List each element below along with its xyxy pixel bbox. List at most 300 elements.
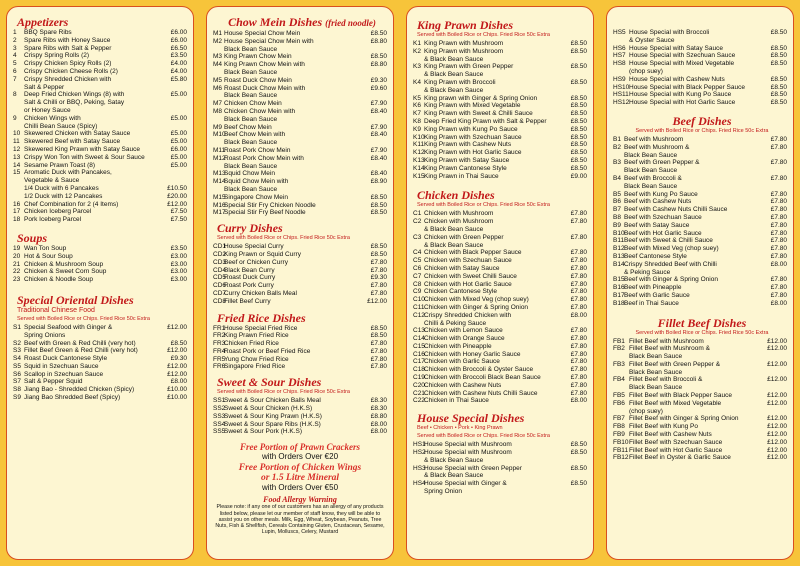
item-number: S9 (13, 394, 21, 402)
item-price: £8.50 (370, 209, 387, 217)
fillet-heading: Fillet Beef Dishes (657, 315, 747, 330)
item-number (413, 242, 424, 250)
item-name: Sweet & Sour Spare Ribs (H.K.S) (224, 420, 321, 428)
item-number: S3 (13, 347, 21, 355)
menu-item-row (413, 288, 587, 296)
menu-item-row (613, 68, 787, 76)
item-price: £9.30 (170, 355, 187, 363)
item-number (613, 68, 629, 76)
item-name: King Prawn in Thai Sauce (424, 172, 499, 180)
item-name: Wan Ton Soup (24, 244, 67, 252)
menu-item-row (413, 249, 587, 257)
house-note: Served with Boiled Rice or Chips. Fried Rice 50c Extra (417, 433, 550, 440)
item-price: £6.50 (170, 44, 187, 52)
item-name: Chicken with Mixed Veg (chop suey) (424, 296, 529, 304)
item-price: £12.00 (767, 415, 787, 423)
item-price: £7.80 (570, 280, 587, 288)
item-number: K7 (413, 110, 421, 118)
promo-wings-condition: with Orders Over €50 (261, 483, 339, 493)
item-name: King Prawn with Mushroom (424, 40, 504, 47)
item-name: & Black Bean Sauce (424, 55, 484, 63)
menu-item-row (613, 183, 787, 191)
menu-item-row (613, 237, 787, 245)
item-name: Black Bean Sauce (224, 92, 278, 100)
menu-item-row (213, 69, 387, 77)
chicken-list (413, 210, 587, 405)
item-name: Chicken with Szechuan Sauce (424, 257, 512, 265)
item-number: B8 (613, 213, 621, 221)
item-name: Roast Duck Cantonese Style (24, 355, 108, 363)
item-name: Beef with Cashew Nuts Chilli Sauce (624, 206, 728, 214)
menu-item-row (413, 87, 587, 95)
chicken-note: Served with Boiled Rice or Chips. Fried Rice 50c Extra (417, 202, 550, 209)
item-price: £8.50 (570, 464, 587, 472)
chowmein-title: Chow Mein Dishes (228, 15, 323, 29)
menu-item-row (13, 201, 187, 209)
item-number: M5 (213, 76, 223, 84)
item-name: Fillet Beef Green & Red Chilli (very hot) (24, 347, 138, 355)
item-name: King Prawn Chow Mein with (224, 61, 305, 69)
item-number: K4 (413, 78, 421, 86)
item-number: 5 (13, 60, 17, 68)
menu-item-row (413, 465, 587, 473)
item-number: C11 (413, 303, 425, 311)
item-name: Black Bean Sauce (629, 368, 683, 376)
item-price: £7.80 (570, 381, 587, 389)
item-number: FB11 (613, 446, 629, 454)
item-number: B16 (613, 284, 625, 292)
item-number: C19 (413, 374, 425, 382)
menu-item-row (613, 159, 787, 167)
item-price (365, 116, 387, 124)
menu-item-row (613, 447, 787, 455)
item-price (165, 107, 187, 115)
item-name: Roast Pork or Beef Fried Rice (224, 347, 311, 355)
panel-1-content (6, 6, 194, 560)
item-price: £12.00 (767, 360, 787, 368)
item-number: 18 (13, 216, 21, 224)
menu-item-row (13, 45, 187, 53)
menu-item-row (13, 37, 187, 45)
item-number: B4 (613, 174, 621, 182)
menu-item-row (13, 123, 187, 131)
item-price: £8.50 (570, 40, 587, 47)
item-name: Crispy Spring Rolls (2) (24, 52, 90, 60)
soups-list (13, 245, 187, 284)
menu-item-row (213, 61, 387, 69)
item-price: £4.00 (170, 60, 187, 68)
item-price: £8.50 (570, 449, 587, 457)
item-number: CD5 (213, 274, 227, 282)
menu-item-row (413, 71, 587, 79)
item-number: K13 (413, 156, 425, 164)
item-number: K12 (413, 149, 425, 157)
item-price (565, 320, 587, 328)
item-number: FB12 (613, 454, 629, 462)
item-name: Singapore Chow Mein (224, 193, 288, 201)
item-price: £8.50 (770, 75, 787, 83)
item-price: £8.50 (770, 44, 787, 52)
item-name: Scallop in Szechuan Sauce (24, 370, 104, 378)
item-number: CD4 (213, 266, 227, 274)
item-price: £7.50 (170, 216, 187, 224)
item-name: & Black Bean Sauce (424, 472, 484, 480)
menu-item-row (13, 107, 187, 115)
menu-item-row (613, 91, 787, 99)
item-name: House Special with Cashew Nuts (629, 75, 725, 83)
item-name: Black Bean Sauce (224, 162, 278, 170)
item-price: £7.80 (770, 291, 787, 299)
item-name: Singapore Fried Rice (224, 363, 286, 371)
item-number: M3 (213, 53, 223, 61)
item-number: M16 (213, 201, 226, 209)
item-name: House Special with Mushroom (424, 449, 512, 457)
item-name: House Special with Ginger & (424, 480, 507, 488)
item-name: King Prawn with Hot Garlic Sauce (424, 149, 522, 157)
item-number: K5 (413, 94, 421, 102)
item-number: SS3 (213, 412, 226, 420)
item-name: Black Bean Sauce (624, 182, 678, 190)
item-name: King Prawn Cantonese Style (424, 164, 507, 172)
item-price: £20.00 (167, 192, 187, 200)
menu-item-row (613, 99, 787, 107)
house-list-continued (613, 29, 787, 107)
chowmein-heading (217, 16, 387, 30)
item-number: 14 (13, 161, 21, 169)
item-number: HS6 (613, 44, 626, 52)
menu-item-row (13, 130, 187, 138)
item-price: £7.80 (570, 327, 587, 335)
menu-item-row (13, 363, 187, 371)
item-number: HS2 (413, 449, 426, 457)
oriental-note: Served with Boiled Rice or Chips. Fried Rice 50c Extra (17, 315, 150, 322)
item-name: & Black Bean Sauce (424, 241, 484, 249)
item-price (565, 71, 587, 79)
item-price: £3.00 (170, 276, 187, 284)
item-number: HS8 (613, 60, 626, 68)
item-price (165, 177, 187, 185)
menu-item-row (213, 290, 387, 298)
item-price: £5.80 (170, 75, 187, 83)
menu-item-row (413, 242, 587, 250)
item-price: £7.80 (770, 135, 787, 143)
item-number: SS1 (213, 397, 226, 405)
item-price (565, 457, 587, 465)
item-price: £7.80 (570, 335, 587, 343)
item-number: C14 (413, 335, 425, 343)
item-price: £12.00 (167, 347, 187, 355)
item-price (765, 167, 787, 175)
menu-item-row (613, 261, 787, 269)
item-number: K11 (413, 141, 425, 149)
item-price: £6.00 (170, 145, 187, 153)
item-name: Black Bean Sauce (224, 139, 278, 147)
item-name: 1/2 Duck with 12 Pancakes (24, 192, 103, 200)
item-number (13, 123, 24, 131)
menu-item-row (413, 351, 587, 359)
item-number: B14 (613, 260, 625, 268)
menu-item-row (413, 56, 587, 64)
item-number: C2 (413, 218, 422, 226)
item-name: House Special Chow Mein (224, 30, 301, 37)
menu-item-row (213, 356, 387, 364)
item-number: CD2 (213, 250, 227, 258)
item-name: Beef in Thai Sauce (624, 299, 679, 307)
item-price: £7.80 (770, 284, 787, 292)
sweetsour-heading: Sweet & Sour Dishes (217, 375, 322, 390)
item-price (765, 37, 787, 45)
item-name: Curry Chicken Balls Meal (224, 289, 297, 297)
item-name: Chicken with Cashew Nuts Chilli Sauce (424, 389, 538, 397)
menu-item-row (213, 209, 387, 217)
menu-item-row (613, 191, 787, 199)
menu-item-row (13, 394, 187, 402)
menu-item-row (613, 175, 787, 183)
menu-item-row (213, 243, 387, 251)
menu-item-row (413, 141, 587, 149)
promo-prawn-crackers-condition: with Orders Over €20 (261, 452, 339, 462)
item-price: £5.00 (170, 91, 187, 99)
menu-item-row (613, 152, 787, 160)
menu-item-row (213, 194, 387, 202)
item-name: Roast Pork Chow Mein (224, 146, 291, 154)
item-name: Black Bean Sauce (224, 45, 278, 53)
menu-item-row (213, 139, 387, 147)
item-number: B15 (613, 276, 625, 284)
menu-item-row (613, 276, 787, 284)
item-number: FB2 (613, 345, 625, 353)
item-name: Black Bean Sauce (629, 353, 683, 361)
menu-item-row (613, 144, 787, 152)
item-number: C21 (413, 389, 425, 397)
item-price: £7.80 (570, 218, 587, 226)
item-name: Chicken Chow Mein (224, 100, 282, 108)
item-name: Sesame Prawn Toast (8) (24, 161, 96, 169)
menu-item-row (413, 327, 587, 335)
menu-item-row (613, 376, 787, 384)
friedrice-heading: Fried Rice Dishes (217, 310, 306, 325)
item-price: £4.00 (170, 67, 187, 75)
menu-item-row (13, 185, 187, 193)
kingprawn-heading: King Prawn Dishes (417, 18, 514, 32)
item-price: £8.50 (770, 91, 787, 99)
item-price: £7.50 (170, 208, 187, 216)
item-number: FB9 (613, 431, 625, 439)
item-name: Vegetable & Sauce (24, 177, 80, 185)
item-name: Black Bean Sauce (224, 115, 278, 123)
menu-item-row (213, 170, 387, 178)
item-number: C13 (413, 327, 425, 335)
menu-item-row (613, 60, 787, 68)
beef-note: Served with Boiled Rice or Chips. Fried Rice 50c Extra (635, 127, 769, 134)
item-price: £10.00 (167, 394, 187, 402)
item-price: £7.80 (370, 355, 387, 363)
item-name: Beef with Garlic Sauce (624, 291, 690, 299)
item-number: B2 (613, 143, 621, 151)
menu-item-row (413, 63, 587, 71)
menu-item-row (13, 332, 187, 340)
item-price: £8.30 (370, 397, 387, 405)
item-number: M7 (213, 100, 223, 108)
item-number: S8 (13, 386, 21, 394)
item-price (765, 183, 787, 191)
item-name: (chop suey) (629, 407, 663, 415)
menu-item-row (13, 154, 187, 162)
menu-item-row (413, 134, 587, 142)
item-price: £8.90 (370, 178, 387, 186)
item-name: Fillet Beef with Green Pepper & (629, 360, 721, 368)
item-price: £7.80 (570, 366, 587, 374)
item-number (613, 369, 629, 377)
item-number: SS2 (213, 405, 226, 413)
item-name: Chicken & Noodle Soup (24, 276, 94, 284)
item-name: Beef with Broccoli & (624, 174, 682, 182)
menu-item-row (613, 222, 787, 230)
panel-3-content (406, 6, 594, 560)
item-price (365, 186, 387, 194)
menu-item-row (413, 374, 587, 382)
item-name: King Prawn Chow Mein (224, 53, 292, 61)
item-price (765, 353, 787, 361)
menu-item-row (13, 276, 187, 284)
item-name: King Prawn Fried Rice (224, 332, 289, 340)
item-name: Fillet Beef with Mushroom & (629, 345, 710, 353)
item-price (765, 68, 787, 76)
item-name: 1/4 Duck with 6 Pancakes (24, 184, 99, 192)
item-price: £7.80 (570, 210, 587, 218)
item-number (13, 185, 24, 193)
item-name: Fillet Beef with Mushroom (629, 337, 704, 345)
item-number (613, 167, 624, 175)
item-name: or Honey Sauce (24, 106, 71, 114)
item-name: Squid in Szechuan Sauce (24, 362, 99, 370)
item-name: Chicken with Mushroom (424, 210, 494, 218)
item-number: HS4 (413, 480, 426, 488)
item-price: £8.50 (570, 63, 587, 71)
item-name: House Special Chow Mein with (224, 37, 314, 45)
item-number: 3 (13, 44, 17, 52)
item-price: £8.00 (370, 428, 387, 436)
item-number (413, 457, 424, 465)
item-number (413, 488, 424, 496)
item-name: & Black Bean Sauce (424, 71, 484, 79)
item-price: £8.50 (570, 164, 587, 172)
item-price: £8.50 (370, 53, 387, 61)
item-price: £7.80 (770, 229, 787, 237)
item-name: Deep Fried King Prawn with Salt & Pepper (424, 117, 547, 125)
item-number: CD1 (213, 243, 227, 251)
item-name: House Special Curry (224, 243, 284, 251)
item-number: FB10 (613, 438, 629, 446)
menu-item-row (213, 38, 387, 46)
item-name: Roast Duck Chow Mein with (224, 84, 306, 92)
item-price: £12.00 (767, 446, 787, 454)
item-number: B6 (613, 198, 621, 206)
item-price: £8.50 (570, 149, 587, 157)
menu-item-row (213, 108, 387, 116)
item-number (213, 139, 224, 147)
allergy-heading: Food Allergy Warning (263, 495, 337, 505)
item-number: M13 (213, 170, 226, 178)
item-number: 10 (13, 130, 21, 138)
item-name: Black Bean Sauce (224, 185, 278, 193)
item-name: Hot & Sour Soup (24, 252, 73, 260)
menu-item-row (13, 91, 187, 99)
menu-item-row (413, 472, 587, 480)
item-name: Spare Ribs with Salt & Pepper (24, 44, 112, 52)
item-number (13, 193, 24, 201)
item-name: Fillet Beef with Kung Po (629, 423, 699, 431)
menu-item-row (13, 261, 187, 269)
menu-item-row (213, 202, 387, 210)
item-price (565, 488, 587, 496)
menu-item-row (213, 131, 387, 139)
item-price: £8.40 (370, 170, 387, 178)
menu-item-row (213, 163, 387, 171)
item-name: House Special with Szechuan Sauce (629, 52, 736, 60)
item-name: Chicken with Cashew Nuts (424, 381, 502, 389)
item-price: £8.50 (370, 193, 387, 201)
item-number (413, 56, 424, 64)
soups-heading: Soups (17, 230, 48, 245)
menu-item-row (413, 366, 587, 374)
item-number: FB6 (613, 399, 625, 407)
item-name: King Prawn with Mixed Vegetable (424, 102, 521, 110)
menu-panel-2 (200, 0, 400, 566)
item-name: Beef with Pineapple (624, 284, 682, 292)
item-price: £8.50 (570, 125, 587, 133)
item-number: 22 (13, 268, 21, 276)
menu-item-row (613, 384, 787, 392)
item-number: FR4 (213, 347, 226, 355)
item-number: FR3 (213, 340, 226, 348)
item-name: Jiang Bao Shredded Beef (Spicy) (24, 394, 121, 402)
item-price: £12.00 (167, 323, 187, 331)
item-name: BBQ Spare Ribs (24, 29, 72, 36)
menu-item-row (13, 193, 187, 201)
item-price: £9.00 (570, 172, 587, 180)
menu-item-row (413, 110, 587, 118)
item-price: £8.50 (570, 441, 587, 449)
menu-item-row (613, 392, 787, 400)
item-price: £7.80 (570, 389, 587, 397)
item-name: King Prawn or Squid Curry (224, 250, 301, 258)
item-number: FB1 (613, 337, 625, 345)
item-number: FB5 (613, 392, 625, 400)
menu-item-row (413, 273, 587, 281)
menu-item-row (413, 48, 587, 56)
menu-item-row (213, 348, 387, 356)
menu-item-row (613, 245, 787, 253)
menu-item-row (13, 386, 187, 394)
menu-item-row (213, 186, 387, 194)
item-name: Black Bean Sauce (224, 68, 278, 76)
item-price: £7.90 (370, 146, 387, 154)
menu-item-row (413, 118, 587, 126)
item-price: £7.80 (770, 190, 787, 198)
item-name: Black Bean Sauce (624, 167, 678, 175)
item-number: K2 (413, 47, 421, 55)
item-price: £8.50 (370, 30, 387, 37)
item-price: £12.00 (767, 376, 787, 384)
item-name: Beef or Chicken Curry (224, 258, 288, 266)
item-name: Beef with Mixed Veg (chop suey) (624, 245, 719, 253)
item-name: Special Stir Fry Beef Noodle (224, 209, 306, 217)
item-number: SS5 (213, 428, 226, 436)
item-price: £8.00 (770, 260, 787, 268)
menu-item-row (413, 95, 587, 103)
sweetsour-note: Served with Boiled Rice or Chips. Fried Rice 50c Extra (217, 389, 350, 396)
